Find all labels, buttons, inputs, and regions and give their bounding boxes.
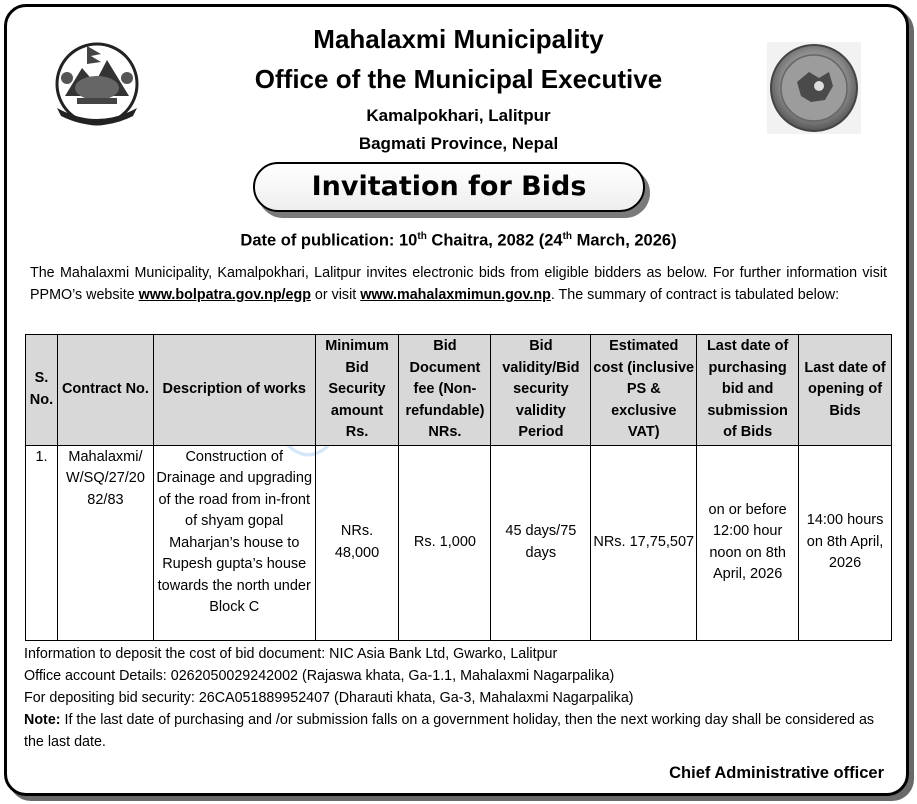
intro-text-2: or visit bbox=[310, 287, 361, 303]
col-header-last-purchase-date: Last date of purchasing bid and submission of Bids bbox=[697, 335, 799, 446]
cell-validity: 45 days/75 days bbox=[491, 445, 591, 640]
bid-security-account-line: For depositing bid security: 26CA051889952407 (Dharauti khata, Ga-3, Mahalaxmi Nagarpalika) bbox=[24, 690, 634, 706]
note-text: If the last date of purchasing and /or submission falls on a government holiday, then the next working day shall be considered as the last date. bbox=[24, 712, 875, 750]
table-header-row bbox=[26, 335, 892, 446]
table-row bbox=[26, 445, 892, 640]
col-header-contract-no: Contract No. bbox=[57, 335, 153, 446]
col-header-estimated-cost: Estimated cost (inclusive PS & exclusive VAT) bbox=[591, 335, 697, 446]
notice-title: Invitation for Bids bbox=[311, 171, 587, 202]
cell-estimated-cost: NRs. 17,75,507 bbox=[591, 445, 697, 640]
cell-document-fee: Rs. 1,000 bbox=[399, 445, 491, 640]
pub-prefix: Date of publication: 10 bbox=[240, 231, 418, 250]
col-header-description: Description of works bbox=[153, 335, 315, 446]
signatory-title: Chief Administrative officer bbox=[669, 764, 884, 782]
notice-title-banner bbox=[253, 162, 645, 212]
publication-date bbox=[0, 231, 917, 251]
cell-sno: 1. bbox=[26, 445, 58, 640]
cell-opening-date: 14:00 hours on 8th April, 2026 bbox=[799, 445, 892, 640]
address-line-1: Kamalpokhari, Lalitpur bbox=[366, 106, 551, 125]
office-name: Office of the Municipal Executive bbox=[254, 64, 663, 94]
col-header-validity: Bid validity/Bid security validity Period bbox=[491, 335, 591, 446]
col-header-sno: S. No. bbox=[26, 335, 58, 446]
intro-text-3: . The summary of contract is tabulated below: bbox=[550, 287, 840, 303]
note-line bbox=[24, 709, 884, 753]
cell-bid-security: NRs. 48,000 bbox=[315, 445, 399, 640]
note-label: Note: bbox=[24, 712, 61, 728]
col-header-opening-date: Last date of opening of Bids bbox=[799, 335, 892, 446]
col-header-document-fee: Bid Document fee (Non-refundable) NRs. bbox=[399, 335, 491, 446]
pub-suffix: March, 2026) bbox=[572, 231, 677, 250]
contract-summary-table bbox=[25, 334, 892, 641]
intro-text-1: The Mahalaxmi Municipality, Kamalpokhari, Lalitpur invites electronic bids from eligible bidders as below. For further information visit PPMO’s website bbox=[30, 265, 887, 303]
pub-sup-2: th bbox=[562, 231, 573, 242]
organization-name: Mahalaxmi Municipality bbox=[313, 24, 604, 54]
cell-contract-no: Mahalaxmi/ W/SQ/27/20 82/83 bbox=[57, 445, 153, 640]
pub-mid: Chaitra, 2082 (24 bbox=[426, 231, 563, 250]
bank-info-line: Information to deposit the cost of bid document: NIC Asia Bank Ltd, Gwarko, Lalitpur bbox=[24, 646, 558, 662]
bolpatra-link[interactable]: www.bolpatra.gov.np/egp bbox=[138, 287, 311, 303]
cell-last-purchase-date: on or before 12:00 hour noon on 8th April, 2026 bbox=[697, 445, 799, 640]
deposit-info bbox=[24, 643, 884, 753]
office-account-line: Office account Details: 0262050029242002 (Rajaswa khata, Ga-1.1, Mahalaxmi Nagarpalika) bbox=[24, 668, 615, 684]
municipality-website-link[interactable]: www.mahalaxmimun.gov.np bbox=[360, 287, 551, 303]
cell-description: Construction of Drainage and upgrading of the road from in-front of shyam gopal Maharjan’s house to Rupesh gupta’s house towards the north under Block C bbox=[153, 445, 315, 640]
address-line-2: Bagmati Province, Nepal bbox=[358, 134, 559, 153]
intro-paragraph bbox=[30, 262, 887, 306]
pub-sup-1: th bbox=[417, 231, 427, 242]
col-header-bid-security: Minimum Bid Security amount Rs. bbox=[315, 335, 399, 446]
